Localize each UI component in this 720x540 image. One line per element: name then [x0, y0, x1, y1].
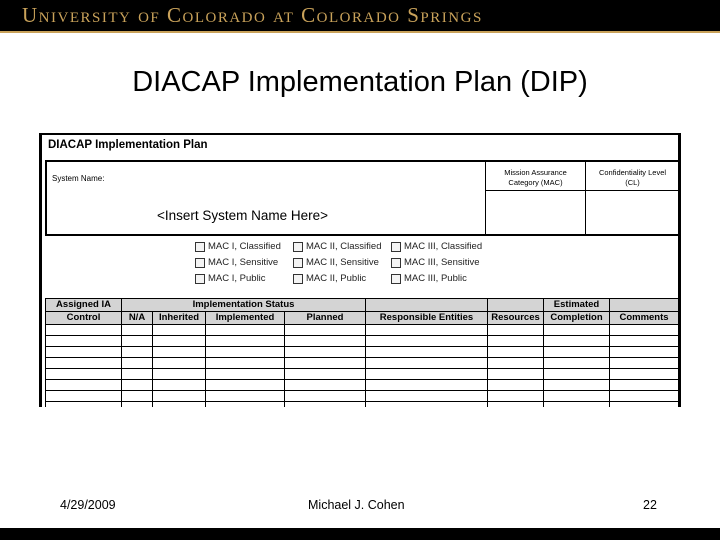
- table-cell: [46, 358, 122, 369]
- table-cell: [488, 347, 544, 358]
- table-cell: [206, 391, 285, 402]
- table-row: [46, 336, 679, 347]
- checkbox-option: MAC I, Classified: [195, 241, 281, 252]
- table-row: [46, 369, 679, 380]
- column-header: Resources: [488, 312, 544, 325]
- table-cell: [544, 347, 610, 358]
- table-cell: [206, 380, 285, 391]
- table-cell: [610, 336, 679, 347]
- table-cell: [544, 336, 610, 347]
- table-cell: [366, 325, 488, 336]
- table-cell: [46, 325, 122, 336]
- table-cell: [285, 325, 366, 336]
- checkbox-option: MAC I, Public: [195, 273, 266, 284]
- footer-date: 4/29/2009: [60, 498, 116, 512]
- university-banner: [0, 0, 720, 31]
- table-cell: [153, 380, 206, 391]
- checkbox-option: MAC II, Public: [293, 273, 366, 284]
- mac-checkbox-grid: [195, 241, 515, 291]
- table-cell: [206, 336, 285, 347]
- implementation-table: [45, 298, 679, 407]
- form-title: DIACAP Implementation Plan: [48, 139, 208, 151]
- checkbox-icon: [391, 242, 401, 252]
- table-cell: [285, 402, 366, 408]
- table-cell: [366, 402, 488, 408]
- table-cell: [206, 402, 285, 408]
- table-row: [46, 325, 679, 336]
- table-row: [46, 347, 679, 358]
- bottom-bar: [0, 528, 720, 540]
- table-row: [46, 358, 679, 369]
- table-cell: [488, 336, 544, 347]
- cl-label: Confidentiality Level (CL): [598, 168, 667, 187]
- university-name: University of Colorado at Colorado Springs: [22, 3, 483, 27]
- table-cell: [285, 347, 366, 358]
- checkbox-option: MAC I, Sensitive: [195, 257, 278, 268]
- table-cell: [544, 358, 610, 369]
- banner-divider: [0, 31, 720, 33]
- table-cell: [122, 358, 153, 369]
- table-cell: [366, 369, 488, 380]
- table-cell: [153, 369, 206, 380]
- table-cell: [122, 369, 153, 380]
- table-cell: [206, 369, 285, 380]
- checkbox-icon: [391, 274, 401, 284]
- table-cell: [46, 402, 122, 408]
- table-cell: [488, 402, 544, 408]
- table-cell: [46, 380, 122, 391]
- footer-page-number: 22: [643, 498, 657, 512]
- checkbox-icon: [195, 274, 205, 284]
- table-cell: [488, 391, 544, 402]
- column-header: Comments: [610, 312, 679, 325]
- table-cell: [610, 347, 679, 358]
- table-cell: [366, 391, 488, 402]
- table-row: [46, 391, 679, 402]
- checkbox-option: MAC III, Classified: [391, 241, 482, 252]
- table-cell: [285, 358, 366, 369]
- checkbox-icon: [195, 242, 205, 252]
- table-cell: [488, 369, 544, 380]
- table-cell: [153, 358, 206, 369]
- table-cell: [488, 380, 544, 391]
- table-cell: [610, 358, 679, 369]
- table-cell: [285, 391, 366, 402]
- system-name-label: System Name:: [52, 174, 105, 183]
- table-cell: [153, 402, 206, 408]
- table-cell: [488, 325, 544, 336]
- table-cell: [206, 325, 285, 336]
- table-cell: [153, 347, 206, 358]
- column-header: Inherited: [153, 312, 206, 325]
- table-cell: [610, 391, 679, 402]
- column-header: Implemented: [206, 312, 285, 325]
- cl-cell: [585, 162, 679, 234]
- table-cell: [544, 402, 610, 408]
- table-cell: [610, 369, 679, 380]
- table-cell: [122, 402, 153, 408]
- mac-cell: [485, 162, 585, 234]
- table-cell: [366, 336, 488, 347]
- column-header: Control: [46, 312, 122, 325]
- slide-title: DIACAP Implementation Plan (DIP): [132, 66, 588, 98]
- checkbox-option: MAC II, Classified: [293, 241, 382, 252]
- table-cell: [285, 369, 366, 380]
- column-header: Completion: [544, 312, 610, 325]
- table-cell: [366, 347, 488, 358]
- table-cell: [46, 369, 122, 380]
- checkbox-option: MAC III, Public: [391, 273, 467, 284]
- assigned-ia-header: Assigned IA: [46, 299, 122, 312]
- table-cell: [122, 380, 153, 391]
- table-cell: [153, 336, 206, 347]
- checkbox-icon: [293, 258, 303, 268]
- table-cell: [544, 380, 610, 391]
- dip-form-image: [39, 133, 681, 407]
- table-cell: [366, 358, 488, 369]
- mac-label: Mission Assurance Category (MAC): [504, 168, 567, 187]
- checkbox-option: MAC III, Sensitive: [391, 257, 480, 268]
- checkbox-option: MAC II, Sensitive: [293, 257, 379, 268]
- table-cell: [285, 380, 366, 391]
- table-cell: [544, 325, 610, 336]
- footer-author: Michael J. Cohen: [308, 498, 405, 512]
- table-cell: [488, 358, 544, 369]
- checkbox-icon: [293, 274, 303, 284]
- column-header: Planned: [285, 312, 366, 325]
- table-cell: [610, 402, 679, 408]
- checkbox-icon: [293, 242, 303, 252]
- system-info-box: [45, 160, 681, 236]
- table-cell: [46, 391, 122, 402]
- table-cell: [206, 358, 285, 369]
- table-cell: [544, 391, 610, 402]
- table-row: [46, 402, 679, 408]
- column-header: Responsible Entities: [366, 312, 488, 325]
- system-name-placeholder: <Insert System Name Here>: [157, 208, 329, 223]
- table-cell: [122, 325, 153, 336]
- table-row: [46, 380, 679, 391]
- implementation-status-header: Implementation Status: [122, 299, 366, 312]
- table-cell: [122, 391, 153, 402]
- table-cell: [46, 347, 122, 358]
- table-cell: [610, 380, 679, 391]
- table-cell: [610, 325, 679, 336]
- column-header: N/A: [122, 312, 153, 325]
- table-cell: [153, 391, 206, 402]
- table-cell: [544, 369, 610, 380]
- table-cell: [153, 325, 206, 336]
- table-cell: [366, 380, 488, 391]
- checkbox-icon: [195, 258, 205, 268]
- table-cell: [46, 336, 122, 347]
- estimated-header: Estimated: [544, 299, 610, 312]
- table-cell: [122, 347, 153, 358]
- table-cell: [206, 347, 285, 358]
- checkbox-icon: [391, 258, 401, 268]
- table-cell: [285, 336, 366, 347]
- table-cell: [122, 336, 153, 347]
